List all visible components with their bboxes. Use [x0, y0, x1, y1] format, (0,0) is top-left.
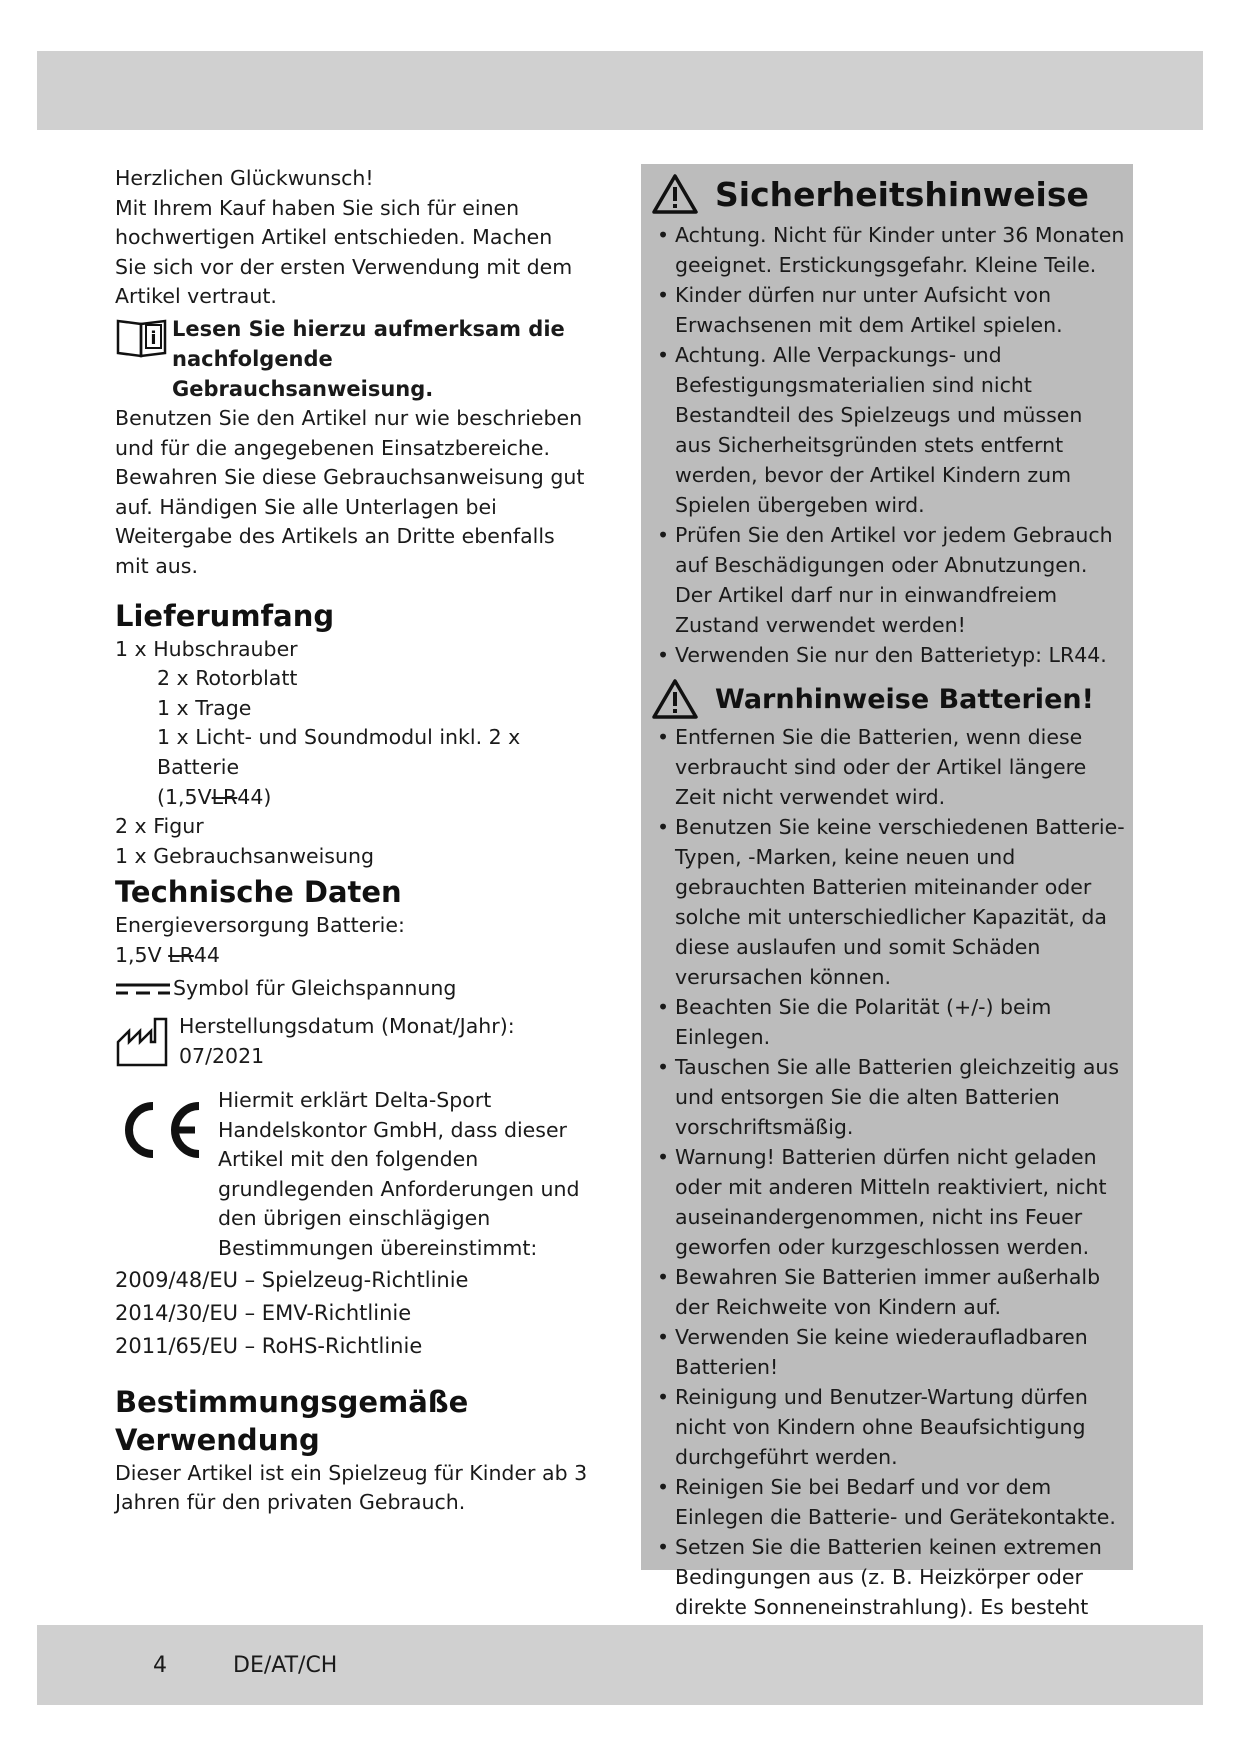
- intended-use-heading: Bestimmungsgemäße Verwendung: [115, 1384, 469, 1457]
- ce-text: Hiermit erklärt Delta-Sport Handelskontor GmbH, dass dieser Artikel mit den folgenden grundlegenden Anforderungen und den übrigen einschlägigen Bestimmungen übereinstimmt:: [218, 1088, 580, 1261]
- safety-item: • Kinder dürfen nur unter Aufsicht von Erwachsenen mit dem Artikel spielen.: [651, 280, 1125, 340]
- safety-box: [641, 164, 1133, 1619]
- supply-value: 1,5V LR44: [115, 942, 220, 967]
- page-number: 4: [153, 1653, 167, 1678]
- battery-warning-item: • Warnung! Batterien dürfen nicht geladen oder mit anderen Mitteln reaktiviert, nicht auseinandergenommen, nicht ins Feuer geworfen oder kurzgeschlossen werden.: [651, 1142, 1125, 1262]
- ce-mark-icon: [115, 1100, 205, 1160]
- battery-warning-item: • Verwenden Sie keine wiederaufladbaren Batterien!: [651, 1322, 1125, 1382]
- mfg-label: Herstellungsdatum (Monat/Jahr):: [179, 1014, 515, 1039]
- battery-warning-item: • Reinigen Sie bei Bedarf und vor dem Einlegen die Batterie- und Gerätekontakte.: [651, 1472, 1125, 1532]
- warning-triangle-icon: [651, 678, 699, 720]
- dc-label: Symbol für Gleichspannung: [173, 976, 457, 1001]
- usage-text: Benutzen Sie den Artikel nur wie beschrieben und für die angegebenen Einsatzbereiche. Bewahren Sie diese Gebrauchsanweisung gut auf. Händigen Sie alle Unterlagen bei Weitergabe des Artikels an Dritte ebenfalls mit aus.: [115, 405, 585, 578]
- scope-item: 1 x Trage: [157, 695, 252, 720]
- manufacture-date: [115, 1012, 590, 1076]
- read-manual-notice: [115, 314, 590, 404]
- intro-congrats: Herzlichen Glückwunsch!: [115, 166, 374, 190]
- scope-item: 1 x Hubschrauber: [115, 636, 298, 661]
- safety-heading: Sicherheitshinweise: [651, 168, 1125, 220]
- dc-symbol-row: [115, 974, 590, 1004]
- directive-item: 2011/65/EU – RoHS-Richtlinie: [115, 1333, 423, 1358]
- language-code: DE/AT/CH: [233, 1653, 338, 1678]
- battery-warning-item: • Bewahren Sie Batterien immer außerhalb der Reichweite von Kindern auf.: [651, 1262, 1125, 1322]
- dc-voltage-icon: [115, 980, 171, 998]
- scope-item: 2 x Figur: [115, 814, 204, 839]
- left-column: [115, 164, 590, 1518]
- battery-warning-item: • Benutzen Sie keine verschiedenen Batterie-Typen, -Marken, keine neuen und gebrauchten Batterien miteinander oder solche mit unterschiedlicher Kapazität, da diese auslaufen und somit Schäden verursachen können.: [651, 812, 1125, 992]
- battery-warning-item: • Tauschen Sie alle Batterien gleichzeitig aus und entsorgen Sie die alten Batterien vorschriftsmäßig.: [651, 1052, 1125, 1142]
- warning-triangle-icon: [651, 173, 699, 215]
- footer-band: [37, 1625, 1203, 1705]
- safety-item: • Prüfen Sie den Artikel vor jedem Gebrauch auf Beschädigungen oder Abnutzungen. Der Artikel darf nur in einwandfreiem Zustand verwendet werden!: [651, 520, 1125, 640]
- scope-item: 1 x Gebrauchsanweisung: [115, 843, 374, 868]
- battery-warning-item: • Reinigung und Benutzer-Wartung dürfen nicht von Kindern ohne Beaufsichtigung durchgeführt werden.: [651, 1382, 1125, 1472]
- supply-label: Energieversorgung Batterie:: [115, 913, 405, 938]
- battery-warning-item: • Entfernen Sie die Batterien, wenn diese verbraucht sind oder der Artikel längere Zeit nicht verwendet wird.: [651, 722, 1125, 812]
- battery-warnings-list: [651, 722, 1125, 1652]
- factory-icon: [115, 1016, 169, 1068]
- safety-item: • Verwenden Sie nur den Batterietyp: LR44.: [651, 640, 1125, 670]
- intro-text: Mit Ihrem Kauf haben Sie sich für einen hochwertigen Artikel entschieden. Machen Sie sich vor der ersten Verwendung mit dem Artikel vertraut.: [115, 195, 573, 309]
- ce-declaration: [115, 1086, 590, 1264]
- battery-warning-item: • Beachten Sie die Polarität (+/-) beim Einlegen.: [651, 992, 1125, 1052]
- notice-text: Lesen Sie hierzu aufmerksam die nachfolgende Gebrauchsanweisung.: [172, 316, 565, 401]
- scope-item: 2 x Rotorblatt: [157, 666, 298, 691]
- safety-item: • Achtung. Alle Verpackungs- und Befestigungsmaterialien sind nicht Bestandteil des Spielzeugs und müssen aus Sicherheitsgründen stets entfernt werden, bevor der Artikel Kindern zum Spielen übergeben wird.: [651, 340, 1125, 520]
- battery-warnings-heading: Warnhinweise Batterien!: [651, 676, 1125, 722]
- intended-use-text: Dieser Artikel ist ein Spielzeug für Kinder ab 3 Jahren für den privaten Gebrauch.: [115, 1460, 588, 1515]
- directive-item: 2014/30/EU – EMV-Richtlinie: [115, 1300, 412, 1325]
- header-band: [37, 51, 1203, 130]
- scope-heading: Lieferumfang: [115, 598, 335, 633]
- tech-heading: Technische Daten: [115, 875, 402, 910]
- safety-list: [651, 220, 1125, 670]
- battery-warning-item: • Setzen Sie die Batterien keinen extremen Bedingungen aus (z. B. Heizkörper oder direkte Sonneneinstrahlung). Es besteht: [651, 1532, 1125, 1652]
- mfg-value: 07/2021: [179, 1043, 265, 1068]
- info-book-icon: [115, 316, 169, 358]
- svg-text:i: i: [150, 327, 157, 349]
- scope-item: 1 x Licht- und Soundmodul inkl. 2 x Batterie: [157, 725, 521, 779]
- scope-item-continuation: (1,5VLR44): [157, 784, 272, 809]
- safety-item: • Achtung. Nicht für Kinder unter 36 Monaten geeignet. Erstickungsgefahr. Kleine Teile.: [651, 220, 1125, 280]
- directive-item: 2009/48/EU – Spielzeug-Richtlinie: [115, 1267, 469, 1292]
